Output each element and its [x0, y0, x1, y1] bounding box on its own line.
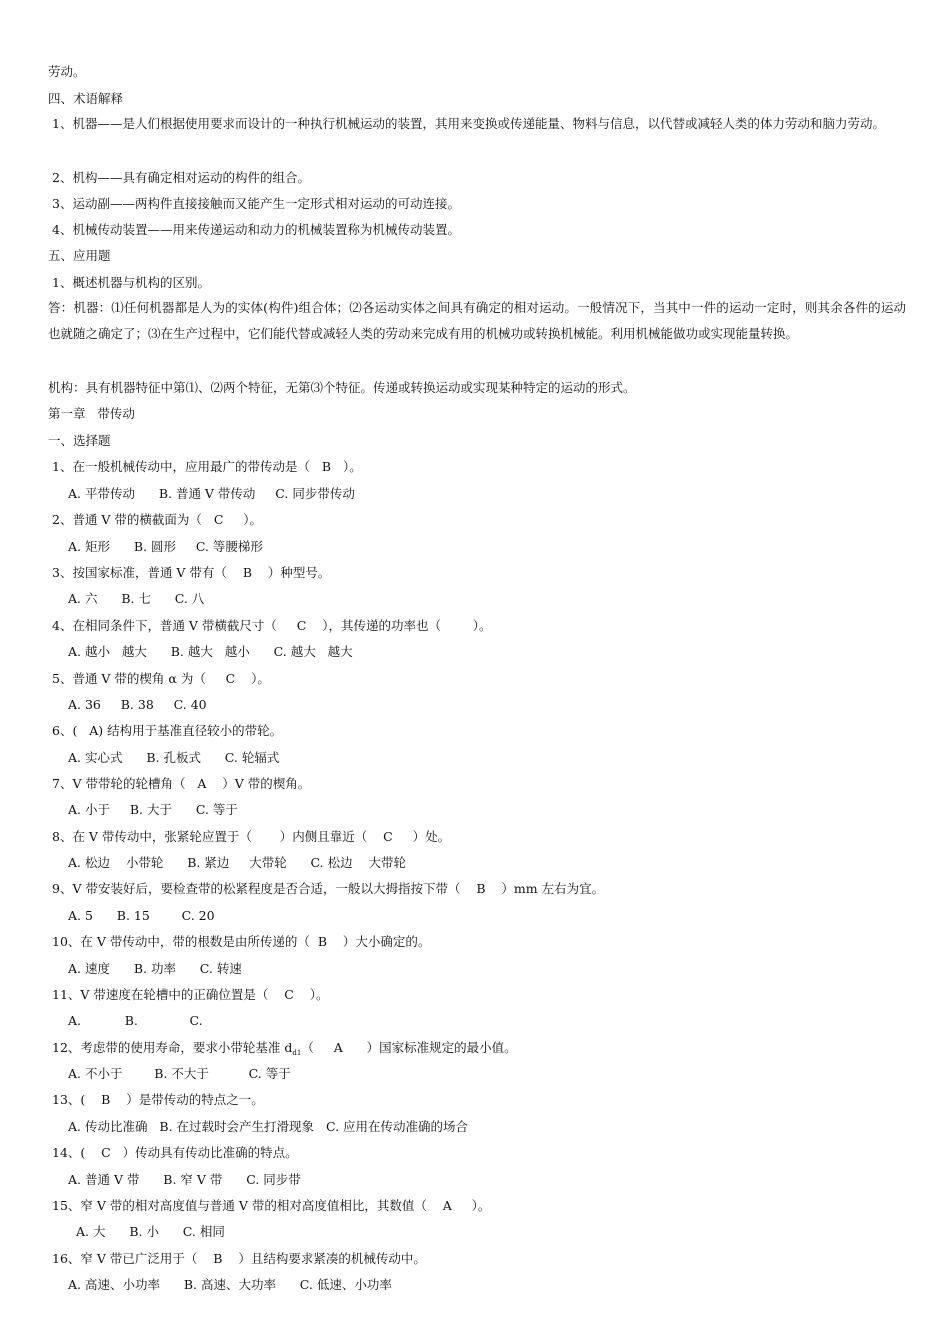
options-10: A. 速度 B. 功率 C. 转速 [68, 961, 242, 976]
question-10: 10、在 V 带传动中，带的根数是由所传递的（ B ）大小确定的。 [52, 934, 431, 949]
section-heading-application: 五、应用题 [48, 248, 111, 263]
options-16: A. 高速、小功率 B. 高速、大功率 C. 低速、小功率 [68, 1277, 392, 1292]
options-14: A. 普通 V 带 B. 窄 V 带 C. 同步带 [68, 1172, 301, 1187]
term-4: 4、机械传动装置——用来传递运动和动力的机械装置称为机械传动装置。 [52, 222, 460, 237]
term-3: 3、运动副——两构件直接接触而又能产生一定形式相对运动的可动连接。 [52, 196, 460, 211]
question-6: 6、( A) 结构用于基准直径较小的带轮。 [52, 723, 283, 738]
application-question-1: 1、概述机器与机构的区别。 [52, 275, 210, 290]
section-heading-terms: 四、术语解释 [48, 91, 124, 106]
options-7: A. 小于 B. 大于 C. 等于 [68, 802, 238, 817]
question-15: 15、窄 V 带的相对高度值与普通 V 带的相对高度值相比，其数值（ A ）。 [52, 1198, 491, 1213]
question-5: 5、普通 V 带的楔角 α 为（ C ）。 [52, 671, 270, 686]
term-2: 2、机构——具有确定相对运动的构件的组合。 [52, 170, 310, 185]
options-1: A. 平带传动 B. 普通 V 带传动 C. 同步带传动 [68, 486, 355, 501]
question-7: 7、V 带带轮的轮槽角（ A ）V 带的楔角。 [52, 776, 311, 791]
options-15: A. 大 B. 小 C. 相同 [76, 1224, 225, 1239]
options-13: A. 传动比准确 B. 在过载时会产生打滑现象 C. 应用在传动准确的场合 [68, 1119, 469, 1134]
options-12: A. 不小于 B. 不大于 C. 等于 [68, 1066, 291, 1081]
options-4: A. 越小 越大 B. 越大 越小 C. 越大 越大 [68, 644, 353, 659]
options-8: A. 松边 小带轮 B. 紧边 大带轮 C. 松边 大带轮 [68, 855, 407, 870]
question-1: 1、在一般机械传动中，应用最广的带传动是（ B ）。 [52, 459, 362, 474]
question-11: 11、V 带速度在轮槽中的正确位置是（ C ）。 [52, 987, 329, 1002]
question-12-text: 12、考虑带的使用寿命，要求小带轮基准 d [52, 1040, 293, 1055]
answer-machine: 答：机器：⑴任何机器都是人为的实体(构件)组合体；⑵各运动实体之间具有确定的相对运动。一般情况下，当其中一件的运动一定时，则其余各件的运动也就随之确定了；⑶在生产过程中，它们能代替或减轻人类的劳动来完成有用的机械功或转换机械能。利用机械能做功或实现能量转换。 [48, 300, 906, 341]
question-4: 4、在相同条件下，普通 V 带横截尺寸（ C ），其传递的功率也（ ）。 [52, 618, 492, 633]
question-13: 13、( B ）是带传动的特点之一。 [52, 1092, 264, 1107]
chapter-title: 第一章 带传动 [48, 406, 135, 421]
question-12 [52, 1039, 906, 1062]
options-2: A. 矩形 B. 圆形 C. 等腰梯形 [68, 539, 263, 554]
question-3: 3、按国家标准，普通 V 带有（ B ）种型号。 [52, 565, 331, 580]
question-12-subscript: d1 [292, 1049, 302, 1057]
options-11: A. B. C. [68, 1013, 203, 1028]
section-heading-choice: 一、选择题 [48, 433, 111, 448]
term-1: 1、机器——是人们根据使用要求而设计的一种执行机械运动的装置，其用来变换或传递能量、物料与信息，以代替或减轻人类的体力劳动和脑力劳动。 [52, 116, 885, 131]
options-9: A. 5 B. 15 C. 20 [68, 908, 215, 923]
question-9: 9、V 带安装好后，要检查带的松紧程度是否合适，一般以大拇指按下带（ B ）mm 左右为宜。 [52, 881, 605, 896]
paragraph-end: 劳动。 [48, 64, 86, 79]
question-14: 14、( C ）传动具有传动比准确的特点。 [52, 1145, 298, 1160]
question-16: 16、窄 V 带已广泛用于（ B ）且结构要求紧凑的机械传动中。 [52, 1251, 426, 1266]
options-5: A. 36 B. 38 C. 40 [68, 697, 207, 712]
options-6: A. 实心式 B. 孔板式 C. 轮辐式 [68, 750, 280, 765]
question-8: 8、在 V 带传动中，张紧轮应置于（ ）内侧且靠近（ C ）处。 [52, 829, 451, 844]
question-2: 2、普通 V 带的横截面为（ C ）。 [52, 512, 263, 527]
answer-mechanism: 机构：具有机器特征中第⑴、⑵两个特征，无第⑶个特征。传递或转换运动或实现某种特定的运动的形式。 [48, 380, 636, 395]
question-12-text-end: （ A ）国家标准规定的最小值。 [301, 1040, 517, 1055]
options-3: A. 六 B. 七 C. 八 [68, 591, 205, 606]
